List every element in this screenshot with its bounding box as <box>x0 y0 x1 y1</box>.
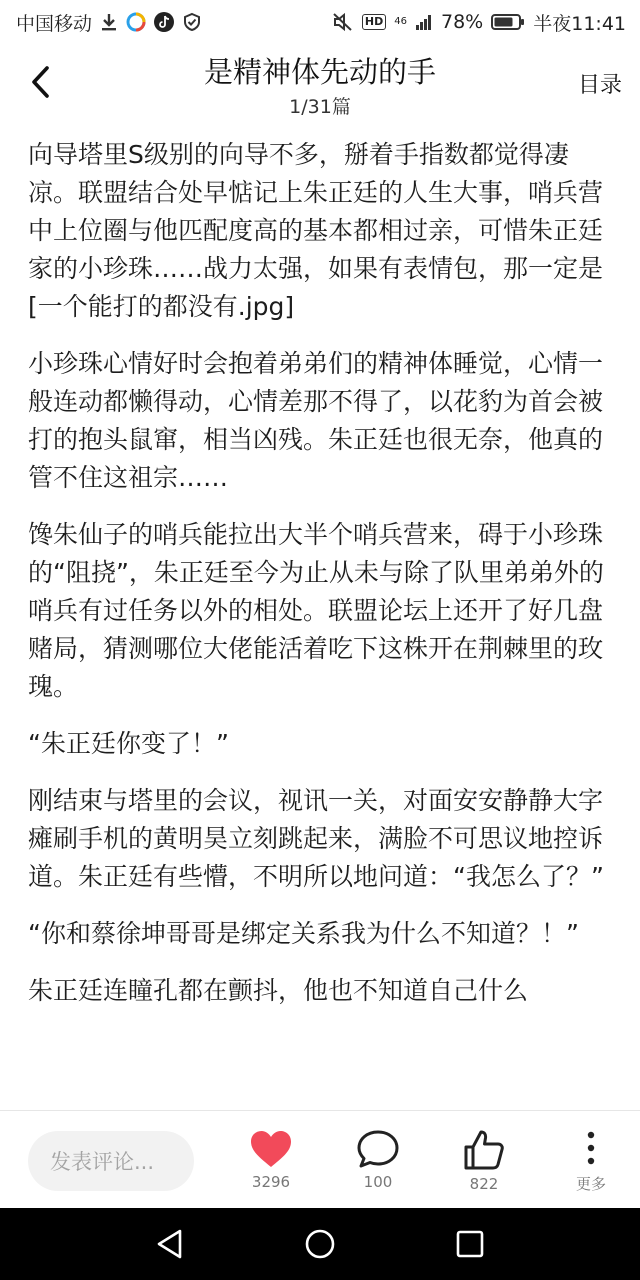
thumbs-up-button[interactable] <box>449 1129 519 1193</box>
network-label: 46 <box>394 16 407 27</box>
nav-back-button[interactable] <box>150 1224 190 1264</box>
battery-icon <box>491 13 525 31</box>
status-left <box>16 9 202 36</box>
comment-input[interactable]: 发表评论... <box>28 1131 194 1191</box>
carrier-name: 中国移动 <box>16 12 93 35</box>
more-label: 更多 <box>575 1175 606 1193</box>
article-title: 是精神体先动的手 <box>203 55 436 89</box>
more-button[interactable] <box>556 1129 626 1194</box>
signal-icon <box>415 13 433 31</box>
browser-icon <box>126 12 146 32</box>
download-icon <box>100 12 118 32</box>
thumbs-up-icon <box>462 1129 506 1171</box>
more-vertical-icon <box>569 1129 613 1169</box>
paragraph: “朱正廷你变了！” <box>28 729 229 758</box>
nav-home-button[interactable] <box>300 1224 340 1264</box>
thumbs-up-count: 822 <box>469 1175 499 1193</box>
reader-header <box>0 44 640 124</box>
nav-recents-icon <box>455 1229 485 1259</box>
nav-recents-button[interactable] <box>450 1224 490 1264</box>
status-bar <box>0 0 640 44</box>
battery-percent: 78% <box>441 11 484 33</box>
table-of-contents-button[interactable]: 目录 <box>577 73 622 98</box>
like-count: 3296 <box>251 1173 291 1191</box>
paragraph: 馋朱仙子的哨兵能拉出大半个哨兵营来，碍于小珍珠的“阻挠”，朱正廷至今为止从未与除了队里弟弟外的哨兵有过任务以外的相处。联盟论坛上还开了好几盘赌局，猜测哪位大佬能活着吃下这株开在荆棘里的玫瑰。 <box>28 520 604 701</box>
paragraph: “你和蔡徐坤哥哥是绑定关系我为什么不知道？！” <box>28 919 579 948</box>
mute-icon <box>332 12 354 32</box>
bottom-action-bar <box>0 1110 640 1208</box>
nav-back-icon <box>155 1228 185 1260</box>
nav-home-icon <box>304 1228 336 1260</box>
system-nav-bar <box>0 1208 640 1280</box>
heart-icon <box>249 1129 293 1169</box>
chapter-indicator: 1/31篇 <box>289 96 351 118</box>
paragraph: 小珍珠心情好时会抱着弟弟们的精神体睡觉，心情一般连动都懒得动，心情差那不得了，以花豹为首会被打的抱头鼠窜，相当凶残。朱正廷也很无奈，他真的管不住这祖宗…… <box>28 349 604 492</box>
comment-button[interactable] <box>343 1129 413 1191</box>
paragraph: 朱正廷连瞳孔都在颤抖，他也不知道自己什么 <box>28 976 529 1005</box>
clock: 半夜11:41 <box>533 12 626 35</box>
paragraph: 向导塔里S级别的向导不多，掰着手指数都觉得凄凉。联盟结合处早惦记上朱正廷的人生大事，哨兵营中上位圈与他匹配度高的基本都相过亲，可惜朱正廷家的小珍珠……战力太强，如果有表情包，那一定是[一个能打的都没有.jpg] <box>28 140 604 321</box>
comment-bubble-icon <box>356 1129 400 1169</box>
network-type <box>394 17 407 27</box>
hd-badge: HD <box>362 14 386 30</box>
status-right <box>332 9 626 36</box>
like-button[interactable] <box>236 1129 306 1191</box>
article-body <box>28 136 618 1110</box>
tiktok-icon <box>154 12 174 32</box>
shield-check-icon <box>182 12 202 32</box>
paragraph: 刚结束与塔里的会议，视讯一关，对面安安静静大字瘫刷手机的黄明昊立刻跳起来，满脸不可思议地控诉道。朱正廷有些懵，不明所以地问道：“我怎么了？” <box>28 786 604 891</box>
comment-count: 100 <box>363 1173 393 1191</box>
